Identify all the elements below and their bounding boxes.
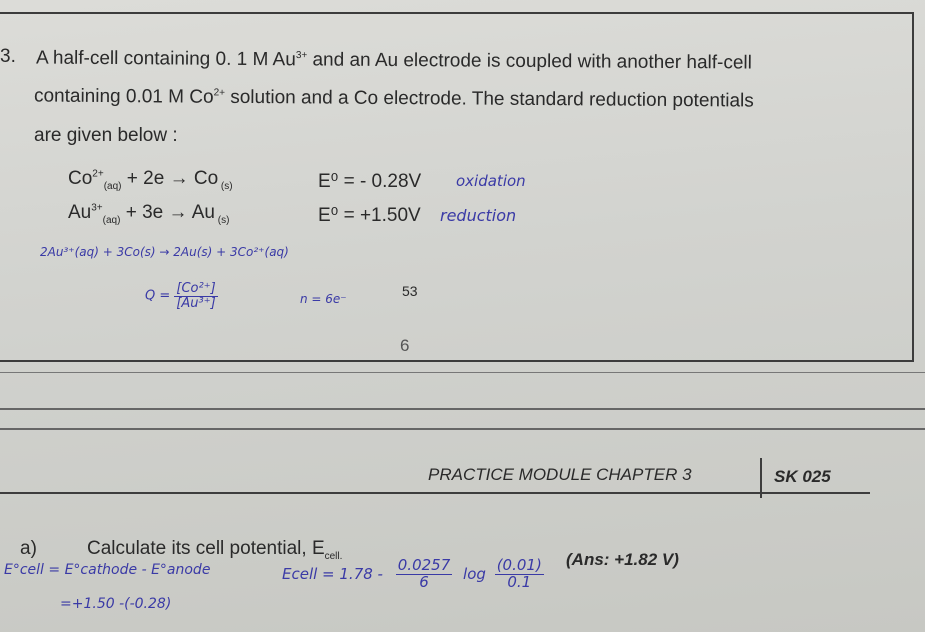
footer-module-title: PRACTICE MODULE CHAPTER 3 bbox=[428, 465, 692, 484]
reaction-gold: $Au^{3+}_{(aq)} + 3e \to Au$ $_{(s)}$ bbox=[68, 202, 230, 226]
divider-3 bbox=[0, 428, 925, 430]
q-numerator: [Co²⁺] bbox=[176, 281, 216, 296]
ecell-formula: E°cell = E°cathode - E°anode bbox=[4, 562, 211, 578]
page-number-53: 53 bbox=[402, 283, 418, 299]
log-symbol: log bbox=[463, 564, 486, 583]
footer-underline bbox=[0, 492, 870, 494]
log-numerator: (0.01) bbox=[496, 556, 542, 574]
question-line-2: containing 0.01 M $Co^{2+}$ solution and a Co electrode. The standard reduction potentials bbox=[33, 85, 754, 112]
e0-cobalt: E⁰ = - 0.28V bbox=[318, 171, 422, 192]
question-line-1: A half-cell containing 0. 1 M $Au^{3+}$ and an Au electrode is coupled with another half-cell bbox=[35, 47, 752, 74]
question-line-3: are given below : bbox=[34, 125, 178, 146]
ecell-substitution: =+1.50 -(-0.28) bbox=[60, 596, 172, 612]
electron-count: n = 6e⁻ bbox=[300, 292, 347, 306]
page-number-6: 6 bbox=[400, 336, 410, 355]
q-denominator: [Au³⁺] bbox=[176, 295, 216, 311]
nernst-numerator: 0.0257 bbox=[397, 556, 451, 574]
part-a-answer: (Ans: +1.82 V) bbox=[566, 550, 679, 569]
part-a-question: Calculate its cell potential, $E_{cell.}$ bbox=[87, 538, 343, 562]
overall-reaction: 2Au³⁺(aq) + 3Co(s) → 2Au(s) + 3Co²⁺(aq) bbox=[40, 245, 289, 259]
reaction-quotient: Q = $\frac{\text{[Co²⁺]}}{\text{[Au³⁺]}}$ bbox=[145, 281, 216, 311]
note-reduction: reduction bbox=[440, 206, 517, 225]
note-oxidation: oxidation bbox=[456, 172, 526, 190]
reaction-cobalt: $Co^{2+}_{(aq)} + 2e \to Co$ $_{(s)}$ bbox=[68, 168, 233, 192]
part-a-label: a) bbox=[20, 538, 37, 559]
divider-2 bbox=[0, 408, 925, 410]
ecell-nernst: Ecell = 1.78 - $\frac{0.0257}{6}$ log $\frac{(0.01)}{0.1}$ bbox=[282, 556, 542, 591]
divider-1 bbox=[0, 372, 925, 373]
footer-course-code: SK 025 bbox=[774, 467, 831, 486]
question-number: 3. bbox=[0, 46, 16, 67]
e0-gold: E⁰ = +1.50V bbox=[318, 205, 421, 226]
nernst-denominator: 6 bbox=[419, 572, 429, 591]
log-denominator: 0.1 bbox=[507, 572, 532, 591]
